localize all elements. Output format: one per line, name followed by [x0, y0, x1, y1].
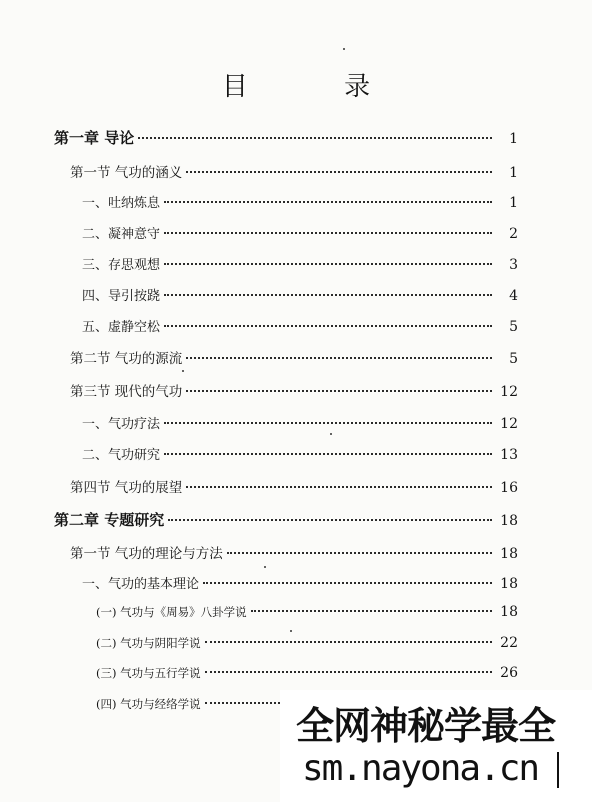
toc-entry-chapter-1[interactable]: [54, 127, 518, 148]
toc-entry-section[interactable]: [70, 542, 518, 562]
toc-entry-page: 18: [500, 576, 518, 592]
toc-entry-page: 16: [500, 480, 518, 496]
toc-entry-label: 二、气功研究: [82, 448, 161, 463]
toc-entry-label: 第一节 气功的涵义: [70, 165, 183, 181]
dot-leader: [168, 519, 492, 521]
toc-entry-label: 第三节 现代的气功: [70, 384, 183, 400]
dot-leader: [164, 232, 492, 234]
scan-speck: [330, 433, 332, 435]
toc-entry-page: 1: [509, 195, 518, 211]
toc-entry-subitem[interactable]: [96, 604, 518, 620]
dot-leader: [164, 422, 492, 424]
toc-entry-label: 第一节 气功的理论与方法: [70, 546, 223, 562]
text-cursor: [557, 752, 559, 788]
dot-leader: [164, 263, 492, 265]
toc-entry-label: 第二节 气功的源流: [70, 351, 183, 367]
scan-speck: [343, 48, 345, 50]
toc-entry-page: 18: [500, 546, 518, 562]
dot-leader: [251, 610, 492, 612]
dot-leader: [164, 294, 492, 296]
toc-entry-label: 一、气功的基本理论: [82, 577, 200, 592]
toc-entry-page: 12: [500, 416, 518, 432]
scan-speck: [182, 370, 184, 372]
dot-leader: [205, 641, 492, 643]
dot-leader: [205, 671, 492, 673]
toc-entry-page: 2: [509, 226, 518, 242]
toc-entry-page: 13: [500, 447, 518, 463]
toc-entry-page: 1: [509, 131, 518, 147]
dot-leader: [203, 582, 492, 584]
scan-speck: [264, 566, 266, 568]
toc-entry-label: 三、存思观想: [82, 258, 161, 273]
toc-entry-section[interactable]: [70, 380, 518, 400]
toc-entry-item[interactable]: [82, 444, 518, 463]
scan-speck: [290, 630, 292, 632]
toc-entry-page: 18: [500, 513, 518, 529]
toc-entry-subitem[interactable]: [96, 665, 518, 681]
toc-entry-page: 5: [509, 319, 518, 335]
toc-entry-item[interactable]: [82, 192, 518, 211]
dot-leader: [164, 325, 492, 327]
dot-leader: [138, 137, 492, 139]
toc-entry-page: 1: [509, 165, 518, 181]
toc-entry-page: 5: [509, 351, 518, 367]
toc-entry-item[interactable]: [82, 316, 518, 335]
toc-entry-label: (一) 气功与《周易》八卦学说: [96, 605, 247, 619]
toc-entry-item[interactable]: [82, 413, 518, 432]
dot-leader: [186, 357, 492, 359]
toc-entry-label: 一、吐纳炼息: [82, 196, 161, 211]
toc-entry-item[interactable]: [82, 573, 518, 592]
dot-leader: [164, 453, 492, 455]
toc-entry-page: 22: [500, 635, 518, 651]
toc-entry-label: 五、虚静空松: [82, 320, 161, 335]
toc-entry-subitem[interactable]: [96, 635, 518, 651]
dot-leader: [227, 552, 492, 554]
watermark-text: 全网神秘学最全: [296, 704, 556, 748]
toc-entry-label: (三) 气功与五行学说: [96, 666, 201, 680]
toc-entry-page: 4: [509, 288, 518, 304]
toc-entry-label: 一、气功疗法: [82, 417, 161, 432]
dot-leader: [164, 201, 492, 203]
dot-leader: [186, 171, 492, 173]
toc-entry-label: (二) 气功与阴阳学说: [96, 636, 201, 650]
watermark-url: sm.nayona.cn: [302, 748, 539, 789]
toc-entry-label: 第二章 专题研究: [54, 511, 165, 529]
toc-entry-section[interactable]: [70, 347, 518, 367]
toc-entry-page: 3: [509, 257, 518, 273]
toc-entry-section[interactable]: [70, 476, 518, 496]
toc-entry-label: 四、导引按跷: [82, 289, 161, 304]
toc-entry-label: 第四节 气功的展望: [70, 480, 183, 496]
toc-entry-page: 12: [500, 384, 518, 400]
toc-entry-item[interactable]: [82, 254, 518, 273]
toc-entry-chapter-2[interactable]: [54, 509, 518, 530]
dot-leader: [186, 390, 492, 392]
toc-entry-label: (四) 气功与经络学说: [96, 697, 201, 711]
toc-entry-item[interactable]: [82, 223, 518, 242]
toc-entry-section[interactable]: [70, 161, 518, 181]
toc-entry-label: 第一章 导论: [54, 129, 135, 147]
toc-title: 目 录: [221, 72, 415, 102]
toc-entry-item[interactable]: [82, 285, 518, 304]
toc-entry-label: 二、凝神意守: [82, 227, 161, 242]
dot-leader: [186, 486, 492, 488]
toc-entry-page: 26: [500, 665, 518, 681]
toc-entry-page: 18: [500, 604, 518, 620]
